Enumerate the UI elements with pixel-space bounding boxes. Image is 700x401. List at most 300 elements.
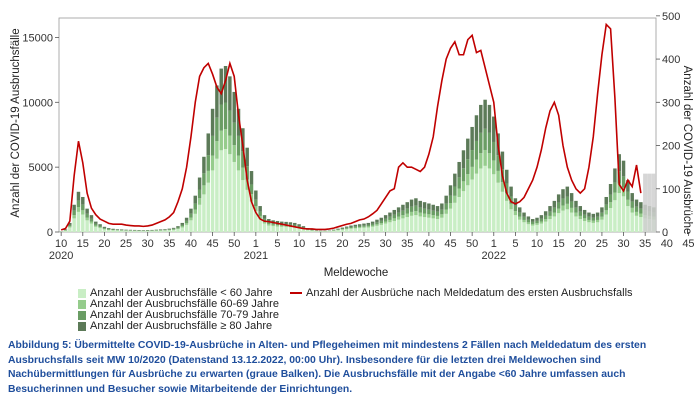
bar-week-68-80-plus [354,225,357,227]
bar-week-125-60-69 [600,217,603,220]
bar-week-121-70-79 [583,215,586,219]
bar-week-117-60-69 [566,204,569,209]
y-tick-label-2: 10000 [22,97,53,110]
bar-week-76-under-60 [388,222,391,232]
bar-week-80-80-plus [406,202,409,209]
bar-week-128-under-60 [613,200,616,232]
bar-week-85-under-60 [427,218,430,232]
legend-label-age-80-plus: Anzahl der Ausbruchsfälle ≥ 80 Jahre [90,320,273,332]
bar-week-18-under-60 [137,231,140,232]
bar-week-26-under-60 [172,230,175,232]
bar-week-30-80-plus [189,209,192,214]
bar-week-114-under-60 [553,216,556,232]
bar-week-48-under-60 [267,226,270,232]
bar-week-37-60-69 [220,131,223,151]
bar-week-31-80-plus [194,196,197,204]
bar-week-76-80-plus [388,213,391,217]
bar-week-32-60-69 [198,198,201,205]
bar-week-41-70-79 [237,136,240,156]
x-tick-label-20: 1 [490,238,497,250]
bar-week-107-70-79 [522,217,525,220]
bar-week-88-70-79 [440,210,443,215]
bar-week-120-80-plus [579,206,582,212]
bar-week-23-under-60 [159,231,162,232]
bar-week-69-70-79 [358,226,361,227]
bar-week-45-70-79 [254,200,257,207]
bar-week-103-80-plus [505,170,508,184]
bar-week-133-70-79 [635,207,638,212]
bar-week-52-80-plus [284,222,287,224]
bar-week-46-80-plus [258,206,261,212]
bar-week-5-80-plus [81,197,84,205]
bar-week-98-70-79 [483,129,486,150]
bar-week-126-70-79 [605,205,608,211]
x-tick-label-26: 30 [617,238,630,250]
bar-week-4-60-69 [77,207,80,212]
bar-week-86-under-60 [431,218,434,232]
bar-week-38-60-69 [224,129,227,149]
x-tick-label-27: 35 [639,238,652,250]
x-tick-label-12: 15 [314,238,327,250]
bar-week-22-under-60 [155,231,158,232]
bar-week-26-60-69 [172,229,175,230]
bar-week-40-80-plus [232,92,235,123]
bar-week-87-60-69 [436,216,439,219]
bar-week-85-70-79 [427,210,430,215]
bar-week-54-80-plus [293,223,296,225]
bar-week-84-80-plus [423,202,426,209]
bar-week-75-70-79 [384,219,387,222]
bar-week-74-70-79 [380,221,383,223]
bar-week-30-70-79 [189,214,192,218]
bar-week-63-80-plus [332,230,335,231]
bar-week-29-70-79 [185,221,188,223]
bar-week-64-70-79 [336,229,339,230]
bar-week-94-70-79 [466,159,469,174]
bar-week-42-under-60 [241,180,244,232]
bar-week-95-under-60 [470,179,473,232]
y2-axis-title: Anzahl der COVID-19 Ausbrüche [681,65,693,235]
bar-week-109-80-plus [531,219,534,222]
bar-week-108-under-60 [527,224,530,232]
bar-week-110-80-plus [535,218,538,221]
bar-week-2-60-69 [68,226,71,227]
bar-week-131-60-69 [626,200,629,206]
bar-week-50-under-60 [276,226,279,232]
bar-week-37-under-60 [220,150,223,232]
bar-week-9-under-60 [98,228,101,232]
bar-week-72-70-79 [371,224,374,226]
bar-week-120-60-69 [579,216,582,219]
bar-week-26-80-plus [172,228,175,229]
x-tick-label-25: 25 [595,238,609,250]
bar-week-121-under-60 [583,221,586,232]
bar-week-55-80-plus [297,224,300,226]
x-year-label-2022: 2022 [481,250,507,262]
bar-week-34-70-79 [207,155,210,171]
bar-week-2-70-79 [68,225,71,226]
bar-week-8-under-60 [94,227,97,232]
bar-week-106-70-79 [518,213,521,217]
bar-week-101-60-69 [496,171,499,183]
x-axis-ticks [55,232,695,250]
bar-week-96-80-plus [475,115,478,141]
bar-week-81-70-79 [410,207,413,212]
grey-bars-group [643,174,656,232]
bar-week-73-60-69 [375,224,378,225]
bar-week-107-under-60 [522,222,525,232]
bar-week-81-60-69 [410,212,413,216]
bar-week-121-60-69 [583,218,586,221]
bar-week-5-70-79 [81,205,84,211]
bar-week-27-70-79 [176,227,179,228]
bar-week-39-80-plus [228,76,231,110]
bar-week-36-under-60 [215,159,218,232]
bar-week-27-60-69 [176,228,179,229]
bar-week-99-70-79 [488,133,491,153]
bar-week-60-under-60 [319,231,322,232]
bar-week-7-60-69 [90,222,93,224]
bar-week-6-80-plus [85,209,88,214]
bar-week-74-under-60 [380,225,383,232]
bar-week-82-60-69 [414,211,417,215]
bar-week-119-70-79 [574,208,577,213]
bar-week-73-80-plus [375,220,378,223]
grey-bar-week-135 [643,174,647,232]
bar-week-1-under-60 [64,231,67,232]
bar-week-33-80-plus [202,157,205,174]
bar-week-32-70-79 [198,190,201,199]
bar-week-11-70-79 [107,229,110,230]
x-tick-label-22: 10 [530,238,544,250]
bar-week-45-80-plus [254,191,257,200]
bar-week-124-70-79 [596,217,599,220]
bar-week-93-under-60 [462,191,465,232]
bar-week-90-70-79 [449,196,452,203]
bar-week-15-80-plus [124,230,127,231]
x-tick-label-7: 45 [206,238,219,250]
figure-caption: Abbildung 5: Übermittelte COVID-19-Ausbrüche in Alten- und Pflegeheimen mit mindestens 2 Fällen nach Meldedatum des ersten Ausbruchsfalls seit MW 10/2020 (Datenstand 13.12.2022, 00:00 Uhr). Insbesondere für die letzten drei Meldewochen sind Nachübermittlungen für Ausbrüche zu erwarten (graue Balken). Die Ausbruchsfälle mit der Angabe <60 Jahre umfassen auch Besucherinnen und Besucher sowie Mitarbeitende der Einrichtungen. [8,340,647,395]
bar-week-65-70-79 [341,229,344,230]
bar-week-4-under-60 [77,212,80,232]
bar-week-123-80-plus [592,214,595,218]
bar-week-71-70-79 [367,225,370,226]
bar-week-34-80-plus [207,133,210,155]
bar-week-36-70-79 [215,118,218,141]
bar-week-35-80-plus [211,109,214,136]
bar-week-66-60-69 [345,229,348,230]
bar-week-131-70-79 [626,192,629,200]
bar-week-31-70-79 [194,204,197,210]
x-tick-label-29: 45 [682,238,695,250]
bar-week-64-80-plus [336,229,339,230]
bar-week-132-80-plus [630,193,633,202]
x-tick-label-15: 30 [379,238,392,250]
bar-week-30-under-60 [189,220,192,232]
bar-week-103-under-60 [505,201,508,232]
bar-week-77-80-plus [393,210,396,215]
bar-week-64-under-60 [336,230,339,232]
bar-week-5-under-60 [81,214,84,232]
bar-week-71-under-60 [367,227,370,232]
y-tick-label-0: 0 [46,227,53,239]
bar-week-56-80-plus [302,226,305,227]
bar-week-126-under-60 [605,214,608,232]
bar-week-118-60-69 [570,208,573,213]
bar-week-106-80-plus [518,207,521,212]
legend-swatch-outbreak-line [290,292,302,294]
bar-week-32-under-60 [198,205,201,232]
x-tick-label-2: 20 [98,238,111,250]
bar-week-109-70-79 [531,222,534,224]
y-tick-label-1: 5000 [28,162,53,175]
y2-tick-label-4: 400 [662,54,681,67]
bar-week-73-70-79 [375,222,378,224]
bar-week-30-60-69 [189,218,192,221]
bar-week-6-70-79 [85,214,88,218]
bar-week-63-under-60 [332,231,335,232]
bar-week-125-70-79 [600,213,603,217]
y-tick-label-3: 15000 [22,32,53,45]
y2-tick-label-3: 300 [662,97,681,110]
bar-week-94-80-plus [466,139,469,160]
bar-week-73-under-60 [375,226,378,232]
bar-week-3-70-79 [72,211,75,215]
bar-week-111-70-79 [540,219,543,222]
bar-week-7-70-79 [90,219,93,222]
bar-week-82-80-plus [414,198,417,205]
bar-week-89-70-79 [444,204,447,210]
bar-week-69-60-69 [358,227,361,228]
bar-week-10-under-60 [103,229,106,232]
bar-week-113-under-60 [548,219,551,232]
bar-week-58-under-60 [310,231,313,232]
bar-week-68-under-60 [354,228,357,232]
legend-label-age-60-69: Anzahl der Ausbruchsfälle 60-69 Jahre [90,298,279,310]
x-tick-label-18: 45 [444,238,457,250]
bar-week-80-under-60 [406,217,409,232]
left-axis-ticks [22,32,59,239]
bar-week-132-70-79 [630,202,633,208]
bar-week-54-under-60 [293,227,296,232]
right-axis-ticks [656,11,680,239]
bar-week-85-60-69 [427,214,430,217]
bar-week-78-80-plus [397,207,400,212]
bar-week-133-under-60 [635,216,638,232]
bar-week-71-60-69 [367,226,370,227]
bar-week-128-80-plus [613,168,616,182]
bar-week-88-60-69 [440,214,443,217]
bar-week-110-60-69 [535,223,538,225]
bar-week-91-80-plus [453,174,456,187]
bar-week-57-under-60 [306,230,309,232]
x-tick-label-1: 15 [76,238,89,250]
bar-week-98-60-69 [483,150,486,166]
bar-week-126-80-plus [605,197,608,205]
bar-week-92-under-60 [457,197,460,232]
bar-week-84-under-60 [423,217,426,232]
bar-week-97-80-plus [479,105,482,133]
bar-week-11-under-60 [107,230,110,232]
bar-week-86-70-79 [431,211,434,215]
bar-week-131-under-60 [626,206,629,232]
bar-week-87-70-79 [436,212,439,216]
bar-week-124-80-plus [596,213,599,217]
bar-week-62-under-60 [328,231,331,232]
bar-week-114-70-79 [553,208,556,213]
bar-week-100-60-69 [492,160,495,174]
bar-week-91-60-69 [453,196,456,203]
legend-swatch-age-70-79 [78,311,86,320]
bar-week-72-under-60 [371,227,374,232]
bar-week-3-80-plus [72,205,75,211]
x-axis-title: Meldewoche [323,267,389,279]
bar-week-89-80-plus [444,196,447,204]
bar-week-130-under-60 [622,196,625,232]
bar-week-93-60-69 [462,181,465,191]
x-tick-label-16: 35 [401,238,414,250]
bar-week-47-80-plus [263,215,266,219]
bar-week-67-80-plus [349,226,352,227]
bar-week-79-under-60 [401,218,404,232]
x-year-label-2021: 2021 [243,250,269,262]
bar-week-6-60-69 [85,218,88,221]
bar-week-125-80-plus [600,207,603,212]
bar-week-37-70-79 [220,105,223,131]
bar-week-112-under-60 [544,222,547,232]
bar-week-40-under-60 [232,162,235,232]
bar-week-127-80-plus [609,184,612,195]
bar-week-134-70-79 [639,209,642,214]
bar-week-32-80-plus [198,178,201,190]
bar-week-29-80-plus [185,218,188,221]
bar-week-24-80-plus [163,229,166,230]
bar-week-16-under-60 [129,231,132,232]
bar-week-92-70-79 [457,177,460,188]
bar-week-134-under-60 [639,217,642,232]
bar-week-50-60-69 [276,225,279,226]
bar-week-98-under-60 [483,166,486,232]
bar-week-99-under-60 [488,168,491,232]
bar-week-39-70-79 [228,111,231,136]
bar-week-83-70-79 [419,208,422,213]
bar-week-20-under-60 [146,231,149,232]
bar-week-91-under-60 [453,203,456,232]
bar-week-117-70-79 [566,197,569,204]
bar-week-134-80-plus [639,202,642,209]
legend-label-outbreak-line: Anzahl der Ausbrüche nach Meldedatum des ersten Ausbruchsfalls [306,287,633,299]
bar-week-104-under-60 [509,209,512,232]
bar-week-40-70-79 [232,123,235,145]
bar-week-68-70-79 [354,226,357,227]
bar-week-127-60-69 [609,202,612,208]
legend-label-age-70-79: Anzahl der Ausbruchsfälle 70-79 Jahre [90,309,279,321]
bar-week-114-60-69 [553,213,556,217]
bar-week-38-70-79 [224,103,227,130]
bar-week-117-under-60 [566,209,569,232]
bar-week-56-under-60 [302,229,305,232]
bar-week-97-60-69 [479,153,482,168]
bar-week-66-80-plus [345,227,348,228]
bar-week-121-80-plus [583,210,586,215]
bar-week-53-under-60 [289,227,292,232]
bar-week-70-under-60 [362,228,365,232]
bar-week-74-80-plus [380,218,383,221]
bar-week-119-under-60 [574,216,577,232]
bar-week-130-80-plus [622,161,625,177]
bar-week-61-under-60 [323,231,326,232]
bar-week-10-80-plus [103,227,106,228]
bar-week-106-under-60 [518,220,521,232]
bar-week-21-under-60 [150,231,153,232]
bar-week-71-80-plus [367,223,370,225]
bar-week-93-70-79 [462,168,465,181]
bar-week-23-80-plus [159,229,162,230]
legend [78,287,698,331]
x-tick-label-23: 15 [552,238,565,250]
bar-week-124-under-60 [596,222,599,232]
bar-week-109-under-60 [531,226,534,232]
bar-week-91-70-79 [453,186,456,195]
bar-week-122-70-79 [587,217,590,220]
bar-week-2-under-60 [68,227,71,232]
bar-week-68-60-69 [354,228,357,229]
bar-week-52-under-60 [284,227,287,232]
bar-week-114-80-plus [553,201,556,208]
bar-week-89-under-60 [444,214,447,232]
bar-week-41-under-60 [237,170,240,232]
bar-week-122-80-plus [587,213,590,217]
bar-week-108-80-plus [527,216,530,219]
bar-week-123-70-79 [592,218,595,221]
bar-week-112-60-69 [544,219,547,221]
bar-week-77-60-69 [393,218,396,221]
bar-week-123-60-69 [592,221,595,223]
bar-week-78-60-69 [397,217,400,220]
bar-week-76-70-79 [388,217,391,220]
bar-week-12-under-60 [111,230,114,232]
bar-week-128-60-69 [613,193,616,201]
bar-week-107-60-69 [522,220,525,222]
bar-week-99-60-69 [488,153,491,168]
bar-week-88-under-60 [440,218,443,232]
bar-week-96-70-79 [475,141,478,160]
bar-week-82-under-60 [414,215,417,232]
bar-week-84-60-69 [423,214,426,218]
bar-week-98-80-plus [483,100,486,129]
bar-week-25-70-79 [168,229,171,230]
grey-bar-week-137 [652,174,656,232]
bar-week-11-80-plus [107,228,110,229]
bar-week-132-under-60 [630,213,633,232]
bar-week-87-under-60 [436,219,439,232]
y2-tick-label-0: 0 [662,227,669,239]
y2-tick-label-1: 100 [662,183,681,196]
bar-week-51-under-60 [280,227,283,232]
bar-week-46-70-79 [258,212,261,216]
bar-week-80-70-79 [406,209,409,214]
bar-week-7-80-plus [90,215,93,219]
bar-week-125-under-60 [600,220,603,232]
bar-week-43-under-60 [245,190,248,232]
bar-week-133-80-plus [635,200,638,207]
bar-week-94-under-60 [466,185,469,232]
bar-week-108-60-69 [527,222,530,224]
bar-week-51-60-69 [280,226,283,227]
bar-week-118-under-60 [570,213,573,232]
bar-week-120-under-60 [579,219,582,232]
bar-week-118-80-plus [570,193,573,202]
